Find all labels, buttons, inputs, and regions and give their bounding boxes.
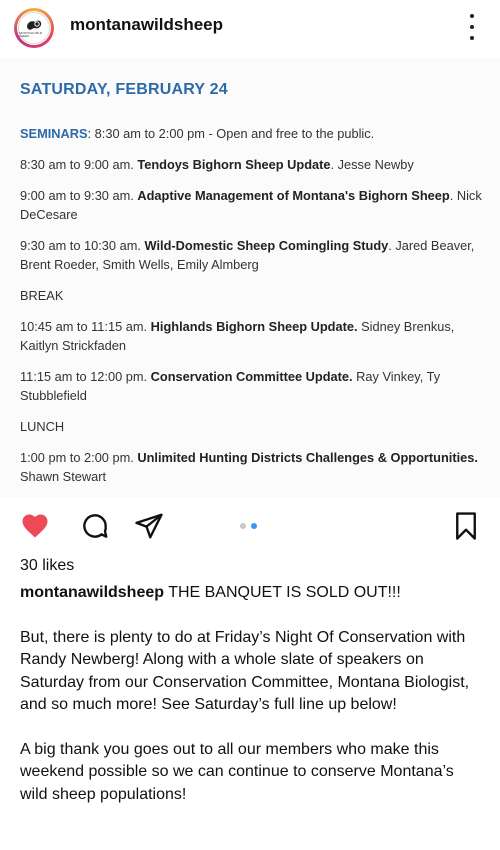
agenda-item [20,236,482,274]
agenda-title: Conservation Committee Update. [150,369,353,384]
caption-paragraph: A big thank you goes out to all our members who make this weekend possible so we can continue to conserve Montana’s wild sheep populations! [20,740,454,803]
agenda-item [20,367,482,405]
seminars-text: : 8:30 am to 2:00 pm - Open and free to the public. [87,126,375,141]
agenda-speakers: . Jared Beaver, Brent Roeder, Smith Wells, Emily Almberg [20,238,475,272]
more-options-icon[interactable] [462,12,482,42]
carousel-dot [251,523,257,529]
post-image[interactable] [0,58,500,498]
agenda-title: Adaptive Management of Montana's Bighorn Sheep [137,188,450,203]
agenda-title: Tendoys Bighorn Sheep Update [137,157,331,172]
caption-username[interactable]: montanawildsheep [20,584,165,601]
comment-icon[interactable] [80,511,110,541]
carousel-indicator [240,523,257,529]
seminars-label: SEMINARS [20,126,88,141]
logo-text: MONTANA WILD SHEEP [19,31,42,38]
heart-filled-icon[interactable] [20,511,50,539]
action-bar [0,505,500,549]
post-header [0,0,500,56]
send-icon[interactable] [134,511,164,541]
agenda [20,124,482,498]
agenda-time: 10:45 am to 11:15 am. [20,319,151,334]
caption-first-line [20,582,485,605]
bookmark-icon[interactable] [452,511,480,541]
agenda-title: Unlimited Hunting Districts Challenges & Opportunities. [137,450,478,465]
agenda-speakers: Ray Vinkey, Ty Stubblefield [20,369,441,403]
agenda-item [20,317,482,355]
seminars-line [20,124,482,143]
post-username[interactable]: montanawildsheep [70,15,224,34]
agenda-time: 11:15 am to 12:00 pm. [20,369,151,384]
agenda-speakers: . Nick DeCesare [20,188,482,222]
likes-count[interactable]: 30 likes [20,557,75,574]
agenda-time: 8:30 am to 9:00 am. [20,157,138,172]
agenda-time: 9:00 am to 9:30 am. [20,188,138,203]
caption-headline: THE BANQUET IS SOLD OUT!!! [164,584,401,601]
agenda-speakers: Shawn Stewart [20,469,107,484]
bighorn-sheep-logo-icon [24,18,44,32]
agenda-speakers: . Jesse Newby [330,157,414,172]
agenda-time: 1:00 pm to 2:00 pm. [20,450,138,465]
caption-paragraph: But, there is plenty to do at Friday’s Night Of Conservation with Randy Newberg! Along with a whole slate of speakers on Saturday from our Conservation Committee, Montana Biologist, and so much more! See Saturday’s full line up below! [20,628,470,713]
agenda-item [20,448,482,486]
agenda-title: Highlands Bighorn Sheep Update. [150,319,358,334]
agenda-break: LUNCH [20,419,65,434]
agenda-time: 9:30 am to 10:30 am. [20,238,145,253]
agenda-item [20,186,482,224]
avatar[interactable] [14,8,54,48]
agenda-item [20,155,482,174]
agenda-title: Wild-Domestic Sheep Comingling Study [144,238,389,253]
caption [20,582,485,828]
event-date: SATURDAY, FEBRUARY 24 [20,81,228,98]
carousel-dot [240,523,246,529]
agenda-speakers: Sidney Brenkus, Kaitlyn Strickfaden [20,319,455,353]
logo [18,12,50,44]
agenda-break: BREAK [20,288,64,303]
